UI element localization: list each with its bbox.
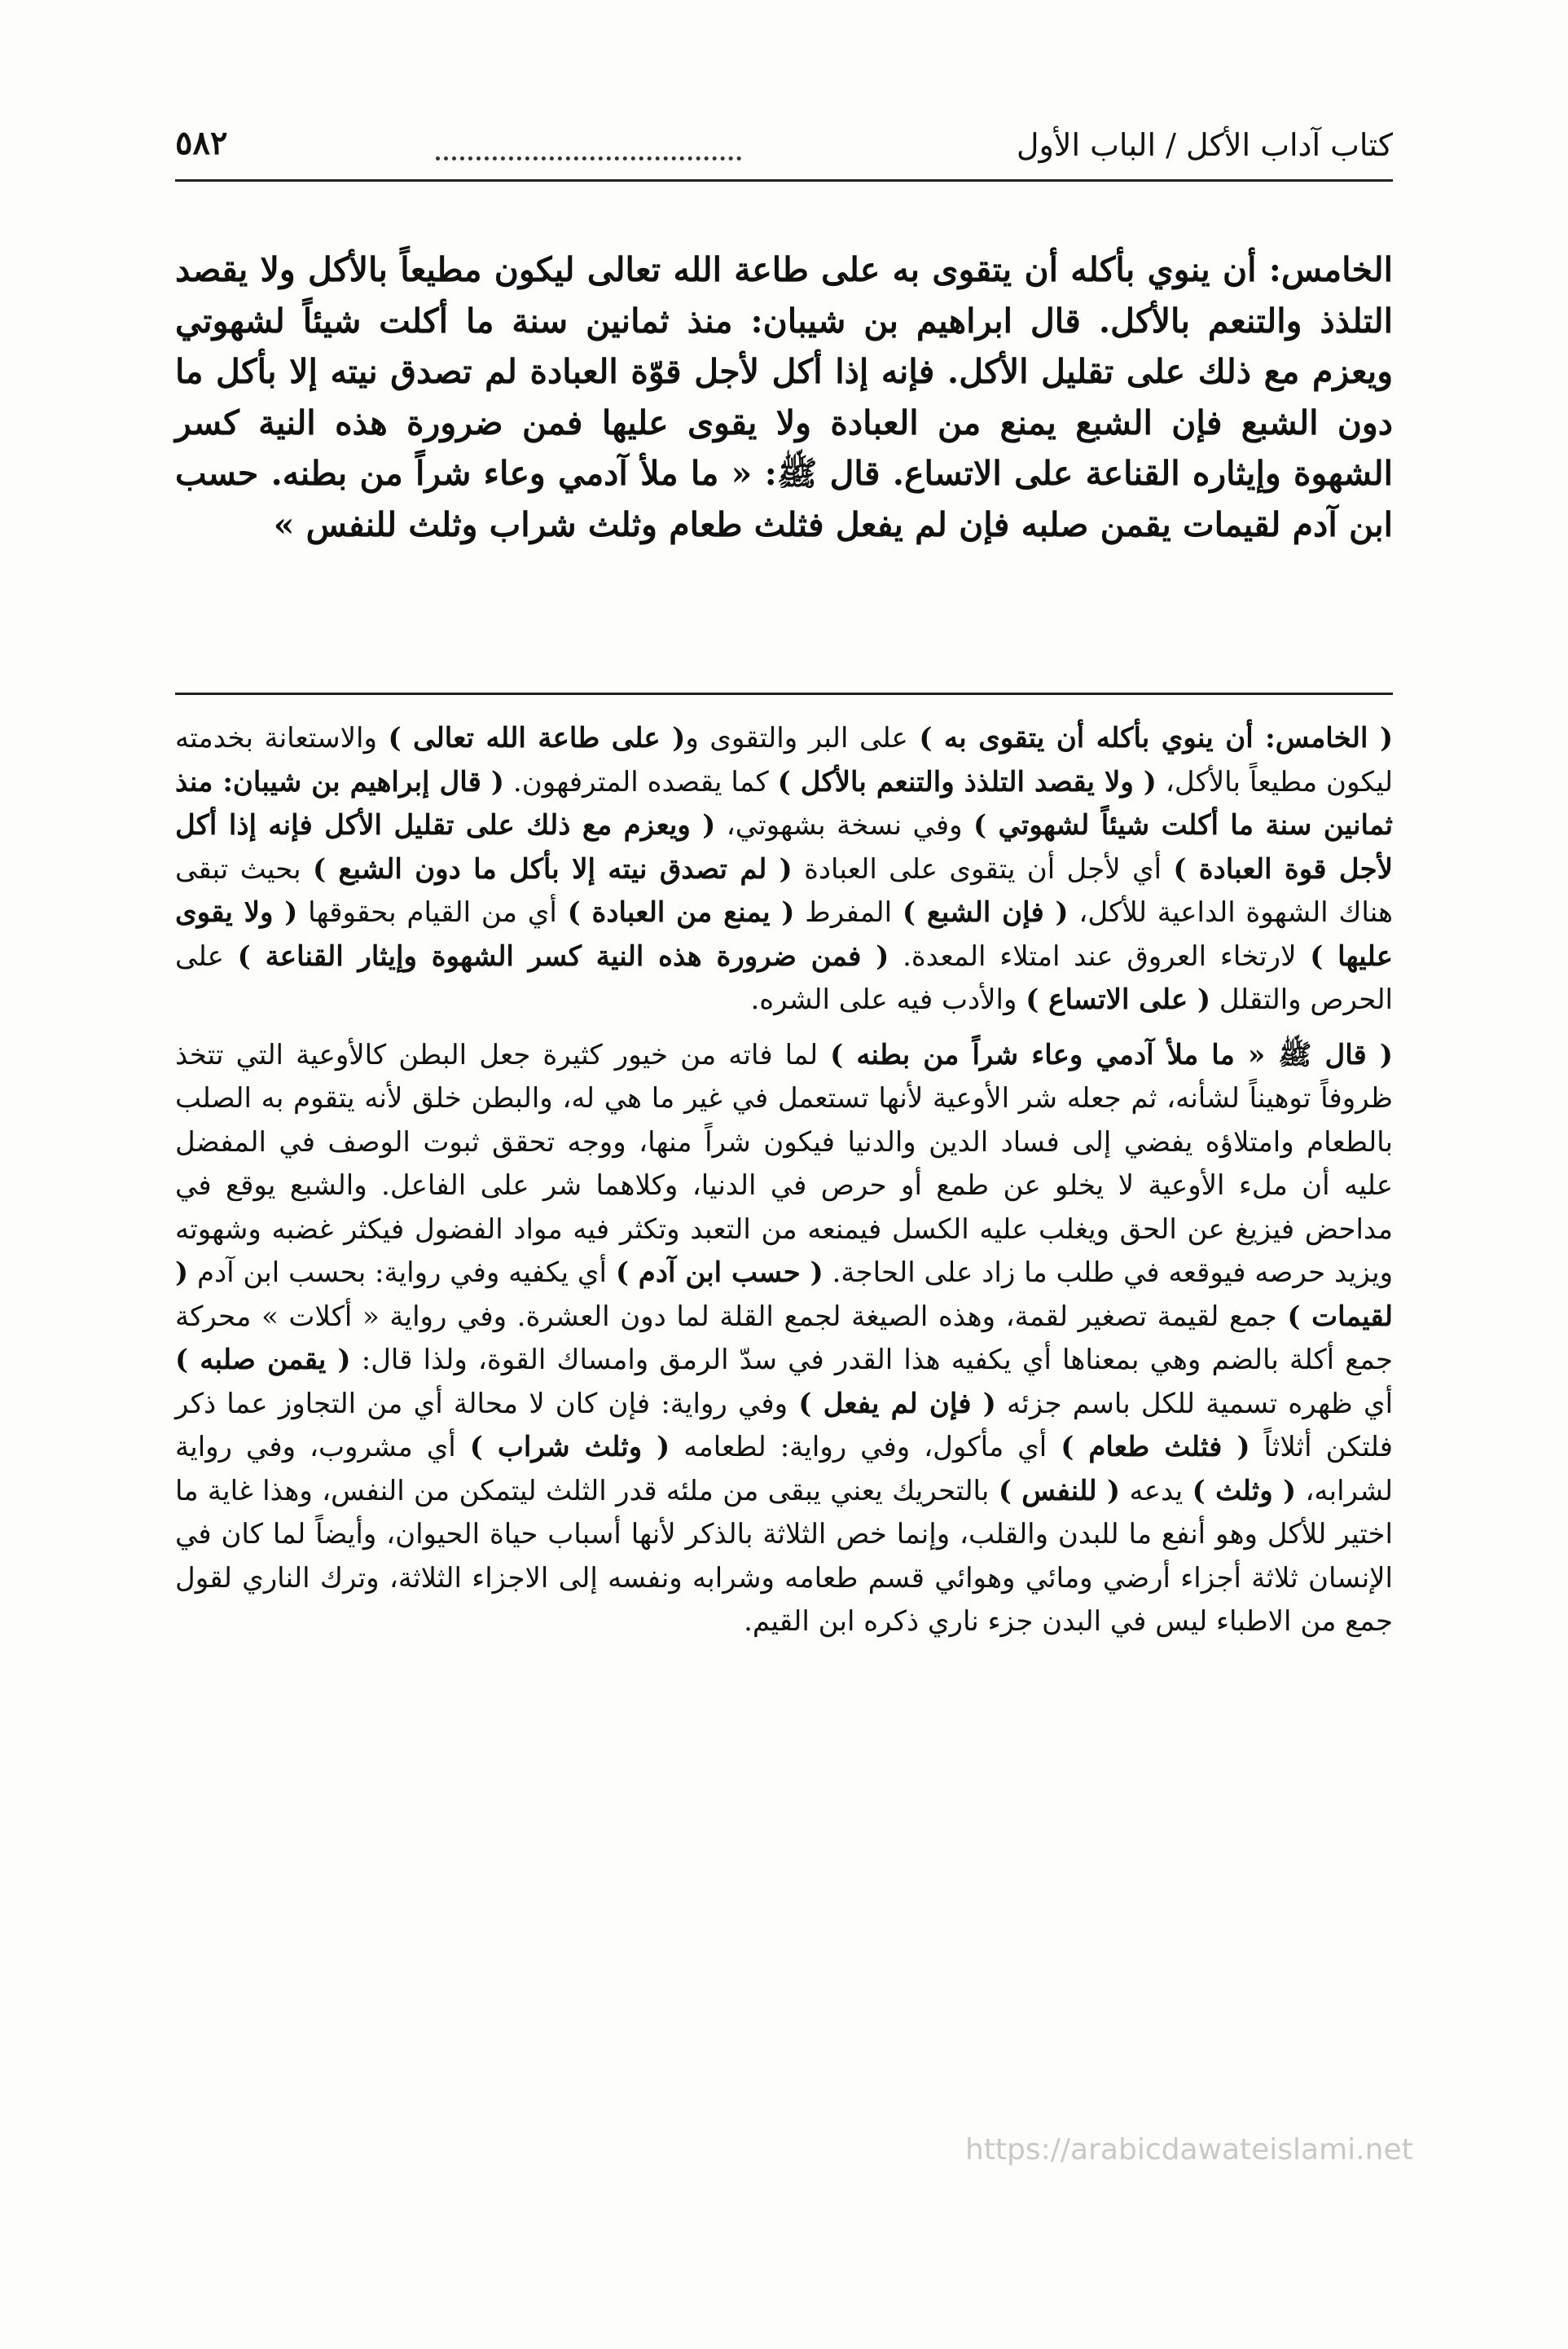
- quoted-matn-segment: ( فمن ضرورة هذه النية كسر الشهوة وإيثار القناعة ): [237, 939, 889, 973]
- quoted-matn-segment: ( الخامس: أن ينوي بأكله أن يتقوى به ): [919, 722, 1394, 754]
- commentary-segment: على البر والتقوى و: [685, 722, 920, 754]
- hadith-quote: : « ما ملأ آدمي وعاء شراً من بطنه. حسب ابن آدم لقيمات يقمن صلبه فإن لم يفعل فثلث طعام وثلث شراب وثلث للنفس »: [175, 454, 1393, 544]
- quoted-matn-segment: ( قال ﷺ « ما ملأ آدمي وعاء شراً من بطنه ): [830, 1038, 1393, 1071]
- quoted-matn-segment: ( لم تصدق نيته إلا بأكل ما دون الشبع ): [312, 852, 793, 886]
- quoted-matn-segment: ( يقمن صلبه ): [175, 1344, 351, 1376]
- leader-dots: [436, 156, 741, 161]
- separator-line: [175, 693, 1393, 695]
- commentary-segment: أي مشروب، وفي رواية لشرابه،: [175, 1431, 1394, 1507]
- commentary-segment: لما فاته من خيور كثيرة جعل البطن كالأوعية التي تتخذ ظروفاً توهيناً لشأنه، ثم جعله شر الأوعية لأنها تستعمل في غير ما هي له، والبطن خلق لأنه يتقوم به الصلب بالطعام وامتلاؤه يفضي إلى فساد الدين والدنيا فيكون شراً منها، ووجه تحقق ثبوت الوصف في المفضل عليه أن ملء الأوعية لا يخلو عن طمع أو حرص في الدنيا، وكلاهما شر على الفاعل. والشبع يوقع في مداحض فيزيغ عن الحق ويغلب عليه الكسل فيمنعه من التعبد وتكثر فيه مواد الفضول فيكثر غضبه وشهوته ويزيد حرصه فيوقعه في طلب ما زاد على الحاجة.: [175, 1038, 1393, 1289]
- main-text-lead: الخامس:: [1268, 250, 1393, 289]
- running-title: كتاب آداب الأكل / الباب الأول: [1016, 127, 1393, 163]
- commentary-segment: يدعه: [1120, 1474, 1192, 1507]
- commentary-segment: أي من القيام بحقوقها: [297, 896, 568, 929]
- quoted-matn-segment: ( وثلث شراب ): [469, 1431, 670, 1463]
- commentary: [175, 717, 1393, 1644]
- quoted-matn-segment: ( على الاتساع ): [1026, 983, 1211, 1016]
- commentary-segment: لارتخاء العروق عند امتلاء المعدة.: [889, 939, 1311, 973]
- quoted-matn-segment: ( فثلث طعام ): [1061, 1431, 1250, 1463]
- commentary-segment: كما يقصده المترفهون.: [503, 765, 778, 798]
- quoted-matn-segment: ( على طاعة الله تعالى ): [388, 722, 686, 754]
- quoted-matn-segment: ( فإن لم يفعل ): [798, 1387, 996, 1420]
- salla-symbol: ﷺ: [776, 454, 818, 493]
- page-number: ٥٨٢: [175, 124, 228, 162]
- quoted-matn-segment: ( ولا يقصد التلذذ والتنعم بالأكل ): [777, 765, 1157, 798]
- commentary-paragraph-1: [175, 717, 1393, 1023]
- commentary-segment: أي لأجل أن يتقوى على العبادة: [792, 852, 1174, 886]
- quoted-matn-segment: ( قال إبراهيم بن شيبان: منذ ثمانين سنة ما أكلت شيئاً لشهوتي ): [175, 765, 1393, 842]
- quoted-matn-segment: ( لقيمات ): [175, 1256, 1393, 1333]
- commentary-paragraph-2: [175, 1034, 1393, 1644]
- quoted-matn-segment: ( يمنع من العبادة ): [567, 896, 795, 929]
- watermark: https://arabicdawateislami.net: [965, 2133, 1413, 2166]
- page-header: [175, 122, 1393, 182]
- commentary-segment: جمع لقيمة تصغير لقمة، وهذه الصيغة لجمع القلة لما دون العشرة. وفي رواية « أكلات » محركة جمع أكلة بالضم وهي بمعناها أي يكفيه هذا القدر في سدّ الرمق وامساك القوة، ولذا قال:: [175, 1300, 1394, 1376]
- commentary-segment: المفرط: [794, 896, 903, 929]
- commentary-segment: والأدب فيه على الشره.: [750, 983, 1026, 1016]
- commentary-segment: بالتحريك يعني يبقى من ملئه قدر الثلث ليتمكن من النفس، وهذا غاية ما اختير للأكل وهو أنفع ما للبدن والقلب، وإنما خص الثلاثة بالذكر لأنها أسباب حياة الحيوان، وأيضاً لما كان في الإنسان ثلاثة أجزاء أرضي ومائي وهوائي قسم طعامه وشرابه ونفسه إلى الاجزاء الثلاثة، وترك الناري لقول جمع من الاطباء ليس في البدن جزء ناري ذكره ابن القيم.: [175, 1474, 1393, 1638]
- commentary-segment: وفي رواية: فإن كان لا محالة أي من التجاوز عما ذكر فلتكن أثلاثاً: [175, 1387, 1393, 1463]
- commentary-segment: أي يكفيه وفي رواية: بحسب ابن آدم: [188, 1256, 616, 1289]
- quoted-matn-segment: ( حسب ابن آدم ): [615, 1256, 824, 1289]
- commentary-segment: والاستعانة بخدمته ليكون مطيعاً بالأكل،: [175, 722, 1393, 798]
- commentary-segment: أي ظهره تسمية للكل باسم جزئه: [995, 1387, 1394, 1420]
- commentary-segment: وفي نسخة بشهوتي،: [715, 809, 973, 842]
- quoted-matn-segment: ( للنفس ): [998, 1474, 1121, 1507]
- quoted-matn-segment: ( وثلث ): [1192, 1474, 1297, 1507]
- quoted-matn-segment: ( ولا يقوى عليها ): [175, 896, 1393, 973]
- commentary-segment: أي مأكول، وفي رواية: لطعامه: [670, 1431, 1061, 1463]
- main-text-body: أن ينوي بأكله أن يتقوى به على طاعة الله تعالى ليكون مطيعاً بالأكل ولا يقصد التلذذ والتنعم بالأكل. قال ابراهيم بن شيبان: منذ ثمانين سنة ما أكلت شيئاً لشهوتي ويعزم مع ذلك على تقليل الأكل. فإنه إذا أكل لأجل قوّة العبادة لم تصدق نيته إلا بأكل ما دون الشبع فإن الشبع يمنع من العبادة ولا يقوى عليها فمن ضرورة هذه النية كسر الشهوة وإيثاره القناعة على الاتساع. قال: [175, 250, 1393, 493]
- quoted-matn-segment: ( فإن الشبع ): [902, 896, 1069, 929]
- quoted-matn-segment: ( ويعزم مع ذلك على تقليل الأكل فإنه إذا أكل لأجل قوة العبادة ): [175, 809, 1394, 886]
- commentary-segment: على الحرص والتقلل: [175, 939, 1393, 1016]
- main-text: [175, 244, 1393, 550]
- commentary-segment: بحيث تبقى هناك الشهوة الداعية للأكل،: [175, 852, 1393, 929]
